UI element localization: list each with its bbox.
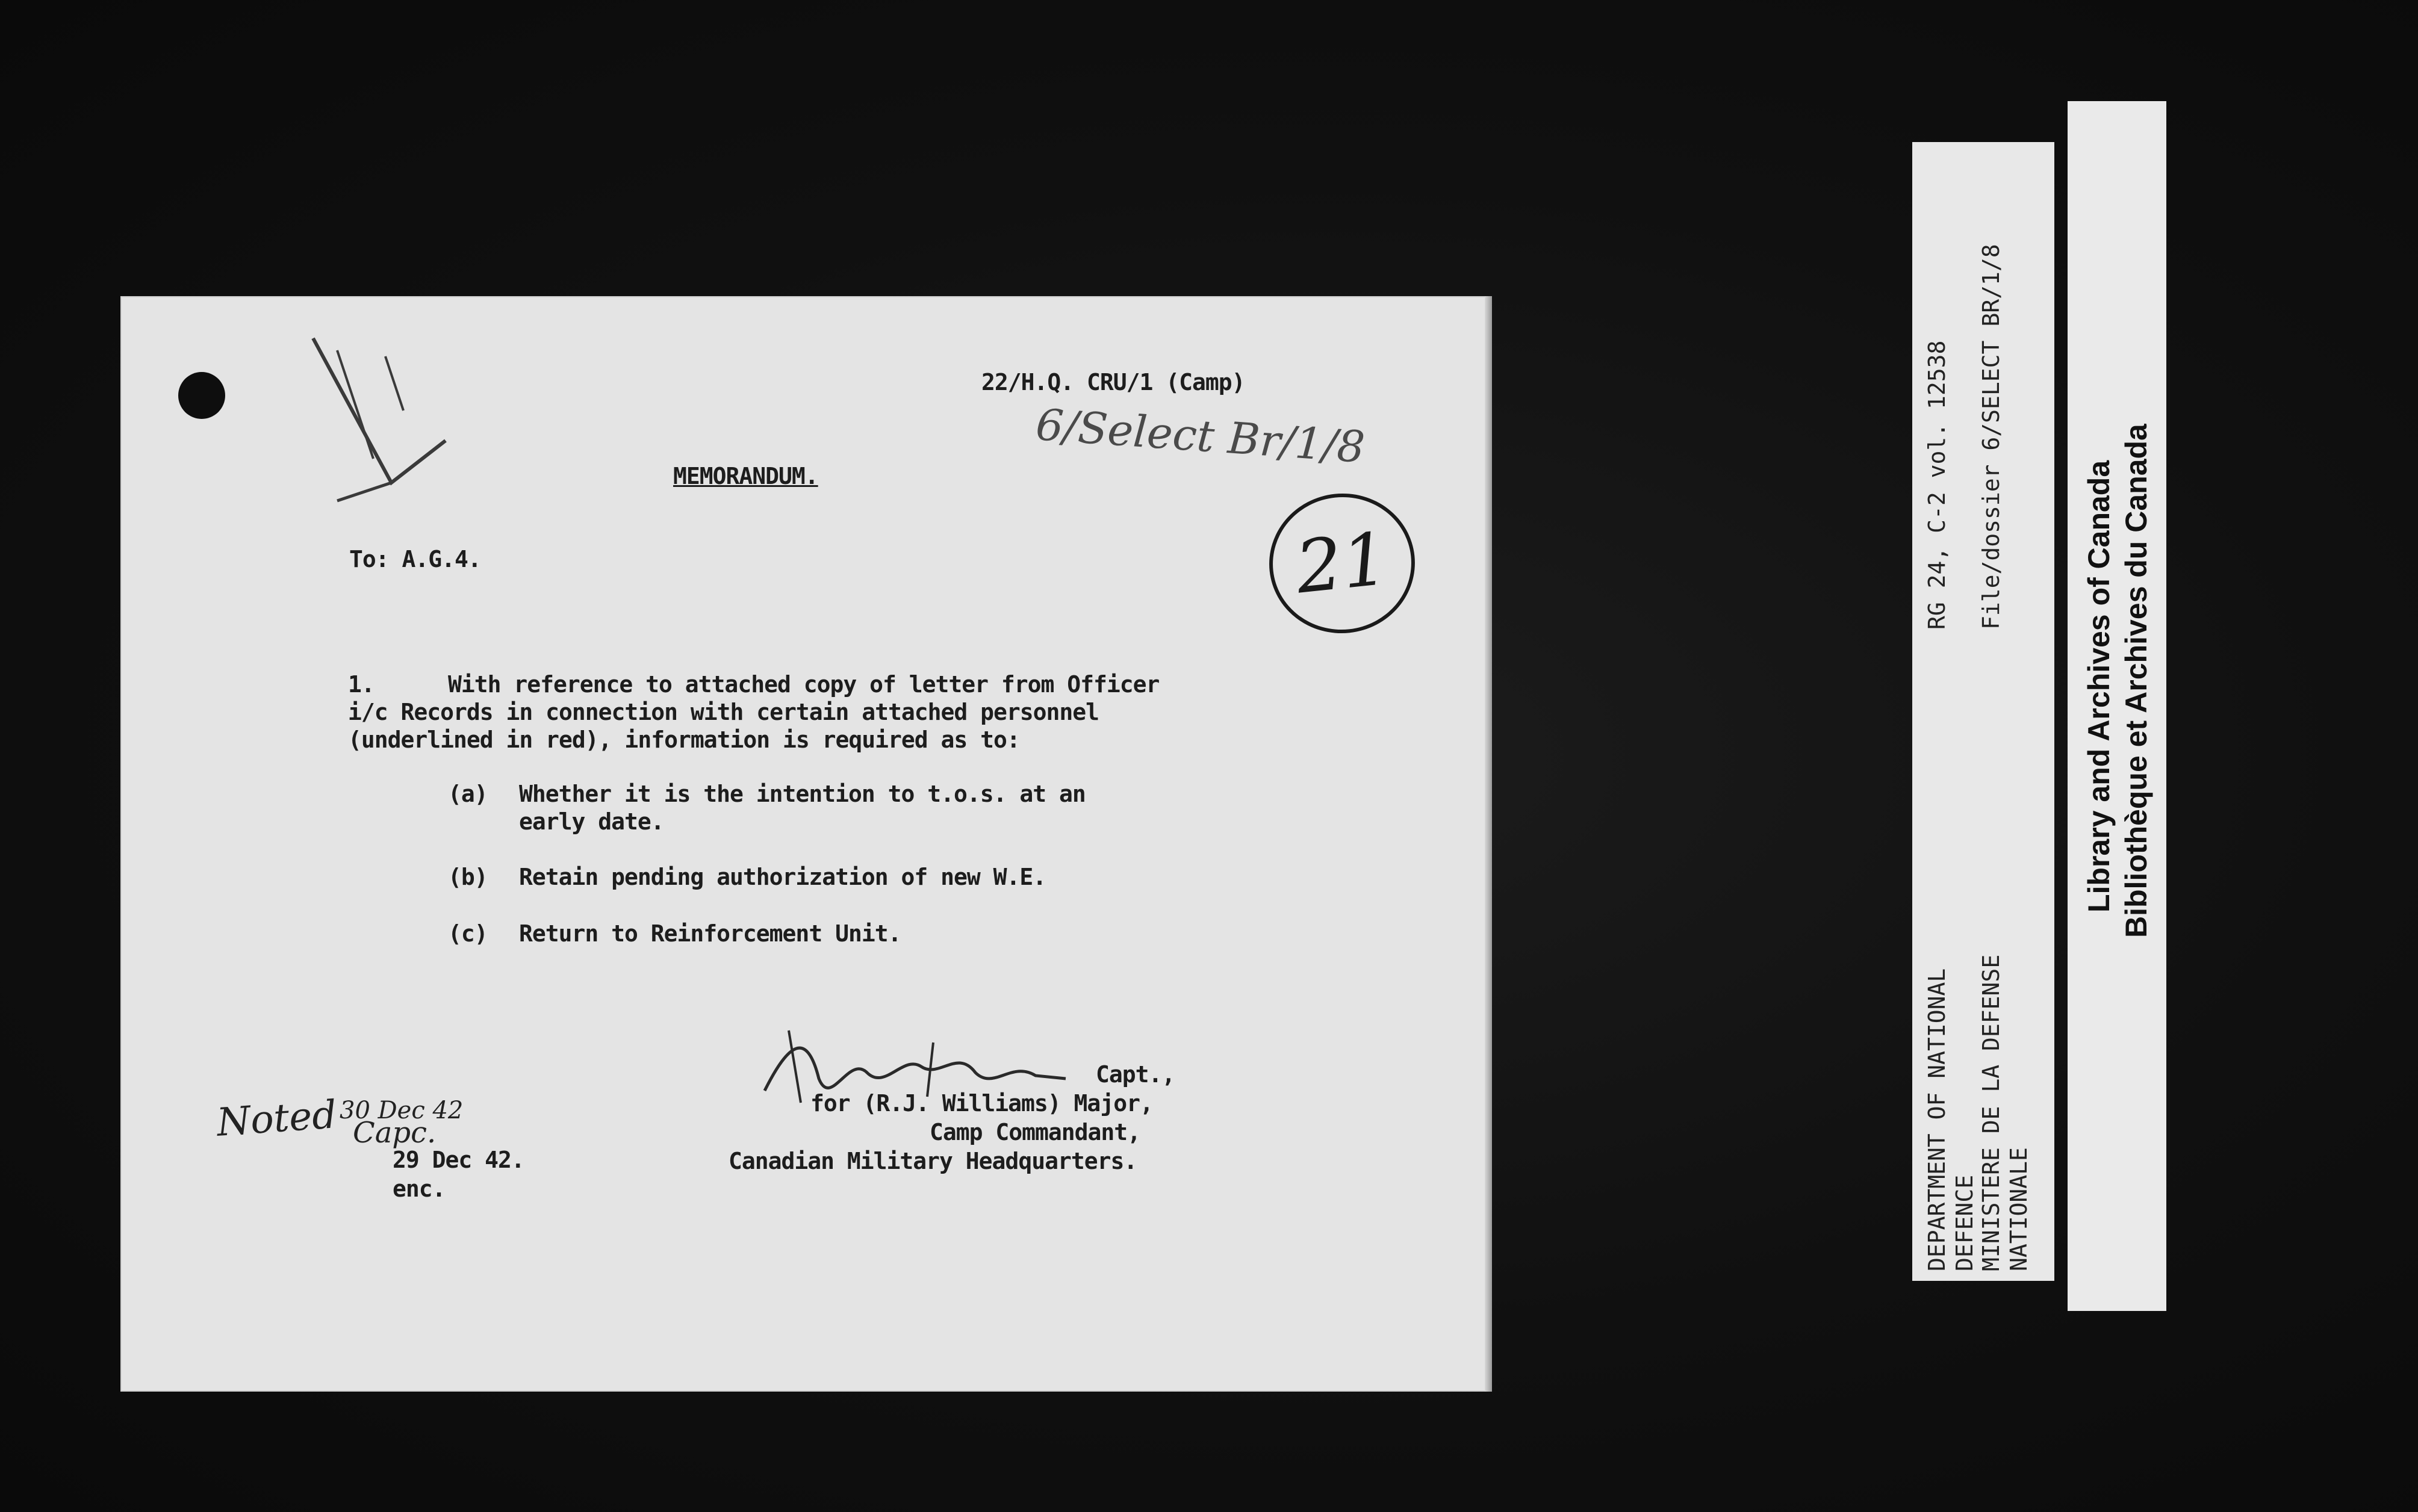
item-line: Retain pending authorization of new W.E. bbox=[519, 864, 1046, 890]
memo-date: 29 Dec 42. bbox=[393, 1147, 524, 1173]
memo-title: MEMORANDUM. bbox=[673, 463, 818, 489]
pen-tick-mark bbox=[301, 332, 458, 531]
handwritten-initials: Capc. bbox=[353, 1116, 437, 1150]
institution-strip bbox=[2068, 101, 2166, 1311]
paragraph-line: With reference to attached copy of letter from Officer bbox=[448, 671, 1160, 698]
signature-rank: Capt., bbox=[1096, 1061, 1175, 1088]
item-line: Whether it is the intention to t.o.s. at an bbox=[519, 781, 1086, 807]
item-marker: (b) bbox=[448, 864, 488, 890]
item-marker: (c) bbox=[448, 920, 488, 947]
handwritten-file-reference: 6/Select Br/1/8 bbox=[1034, 399, 1367, 472]
item-marker: (a) bbox=[448, 781, 488, 807]
institution-name-fr: Bibliothèque et Archives du Canada bbox=[2119, 424, 2153, 938]
file-reference: 22/H.Q. CRU/1 (Camp) bbox=[981, 369, 1245, 395]
institution-name-en: Library and Archives of Canada bbox=[2082, 460, 2116, 912]
paragraph-line: i/c Records in connection with certain attached personnel bbox=[348, 699, 1099, 725]
circled-page-number: 21 bbox=[1263, 486, 1422, 640]
handwritten-noted: Noted bbox=[215, 1092, 338, 1145]
department-fr: MINISTERE DE LA DEFENSE NATIONALE bbox=[1978, 954, 2032, 1271]
enclosure-note: enc. bbox=[393, 1176, 446, 1202]
paragraph-line: (underlined in red), information is required as to: bbox=[348, 727, 1020, 753]
archive-reference: RG 24, C-2 vol. 12538 bbox=[1924, 340, 1950, 630]
signature-hq: Canadian Military Headquarters. bbox=[729, 1148, 1137, 1174]
recipient-line: To: A.G.4. bbox=[349, 546, 481, 572]
signature-title: Camp Commandant, bbox=[930, 1119, 1141, 1145]
signature-for-line: for (R.J. Williams) Major, bbox=[810, 1090, 1153, 1117]
item-line: early date. bbox=[519, 808, 664, 835]
memo-sheet bbox=[120, 296, 1488, 1392]
archive-file-reference: File/dossier 6/SELECT BR/1/8 bbox=[1978, 244, 2004, 630]
item-line: Return to Reinforcement Unit. bbox=[519, 920, 901, 947]
department-en: DEPARTMENT OF NATIONAL DEFENCE bbox=[1924, 968, 1978, 1271]
paragraph-number: 1. bbox=[348, 671, 375, 698]
archive-reference-strip bbox=[1912, 142, 2054, 1281]
punch-hole bbox=[178, 372, 225, 419]
handwritten-date: 30 Dec 42 bbox=[340, 1097, 464, 1124]
